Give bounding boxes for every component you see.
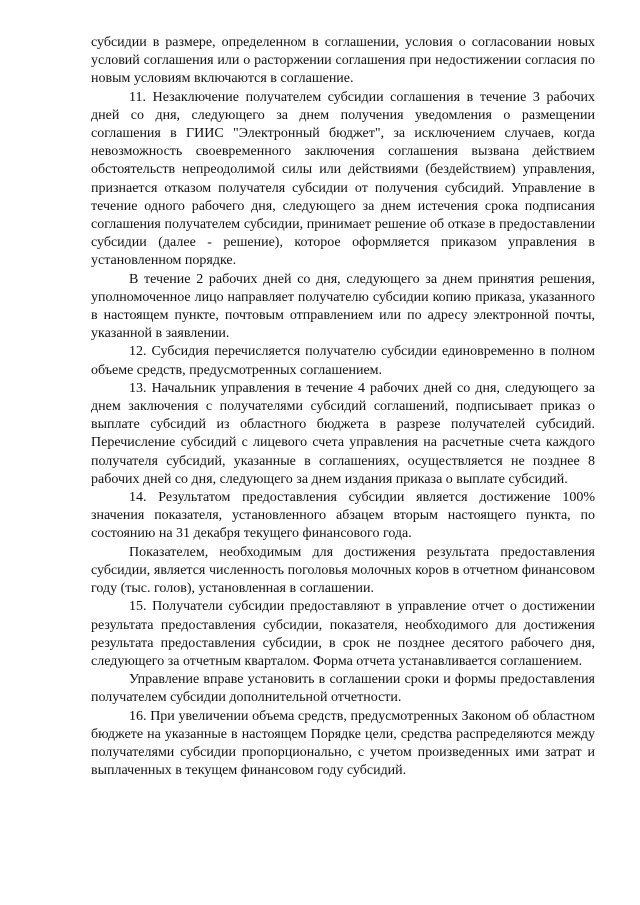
paragraph-11: 11. Незаключение получателем субсидии соглашения в течение 3 рабочих дней со дня, следующего за днем получения уведомления о размещении соглашения в ГИИС "Электронный бюджет", за исключением случаев, когда невозможность своевременного заключения соглашения вызвана действием обстоятельств непреодолимой силы или действиями (бездействием) управления, признается отказом получателя субсидии от получения субсидий. Управление в течение одного рабочего дня, следующего за днем истечения срока подписания соглашения получателем субсидии, принимает решение об отказе в предоставлении субсидии (далее - решение), которое оформляется приказом управления в установленном порядке. (91, 89, 595, 269)
paragraph-14: 14. Результатом предоставления субсидии является достижение 100% значения показателя, установленного абзацем вторым настоящего пункта, по состоянию на 31 декабря текущего финансового года. (91, 490, 595, 542)
paragraph-13: 13. Начальник управления в течение 4 рабочих дней со дня, следующего за днем заключения с получателями субсидий соглашений, подписывает приказ о выплате субсидий из областного бюджета в разрезе получателей субсидий. Перечисление субсидий с лицевого счета управления на расчетные счета каждого получателя субсидий, указанные в соглашениях, осуществляется не позднее 8 рабочих дней со дня, следующего за днем издания приказа о выплате субсидий. (91, 380, 595, 487)
paragraph-14-indicator: Показателем, необходимым для достижения результата предоставления субсидии, является численность поголовья молочных коров в отчетном финансовом году (тыс. голов), установленная в соглашении. (91, 544, 595, 597)
paragraph-12: 12. Субсидия перечисляется получателю субсидии единовременно в полном объеме средств, предусмотренных соглашением. (91, 344, 595, 378)
paragraph-15: 15. Получатели субсидии предоставляют в управление отчет о достижении результата предоставления субсидии, показателя, необходимого для достижения результата предоставления субсидии, в срок не позднее десятого рабочего дня, следующего за отчетным кварталом. Форма отчета устанавливается соглашением. (91, 599, 595, 669)
paragraph-continuation: субсидии в размере, определенном в соглашении, условия о согласовании новых условий соглашения или о расторжении соглашения при недостижении согласия по новым условиям включаются в соглашение. (91, 35, 595, 87)
paragraph-16: 16. При увеличении объема средств, предусмотренных Законом об областном бюджете на указанные в настоящем Порядке цели, средства распределяются между получателями субсидии пропорционально, с учетом произведенных ими затрат и выплаченных в текущем финансовом году субсидий. (91, 708, 595, 779)
document-page (91, 34, 595, 780)
paragraph-15-additional-reporting: Управление вправе установить в соглашении сроки и формы предоставления получателем субсидии дополнительной отчетности. (91, 672, 595, 706)
paragraph-11-notification: В течение 2 рабочих дней со дня, следующего за днем принятия решения, уполномоченное лицо направляет получателю субсидии копию приказа, указанного в настоящем пункте, почтовым отправлением или по адресу электронной почты, указанной в заявлении. (91, 271, 595, 342)
